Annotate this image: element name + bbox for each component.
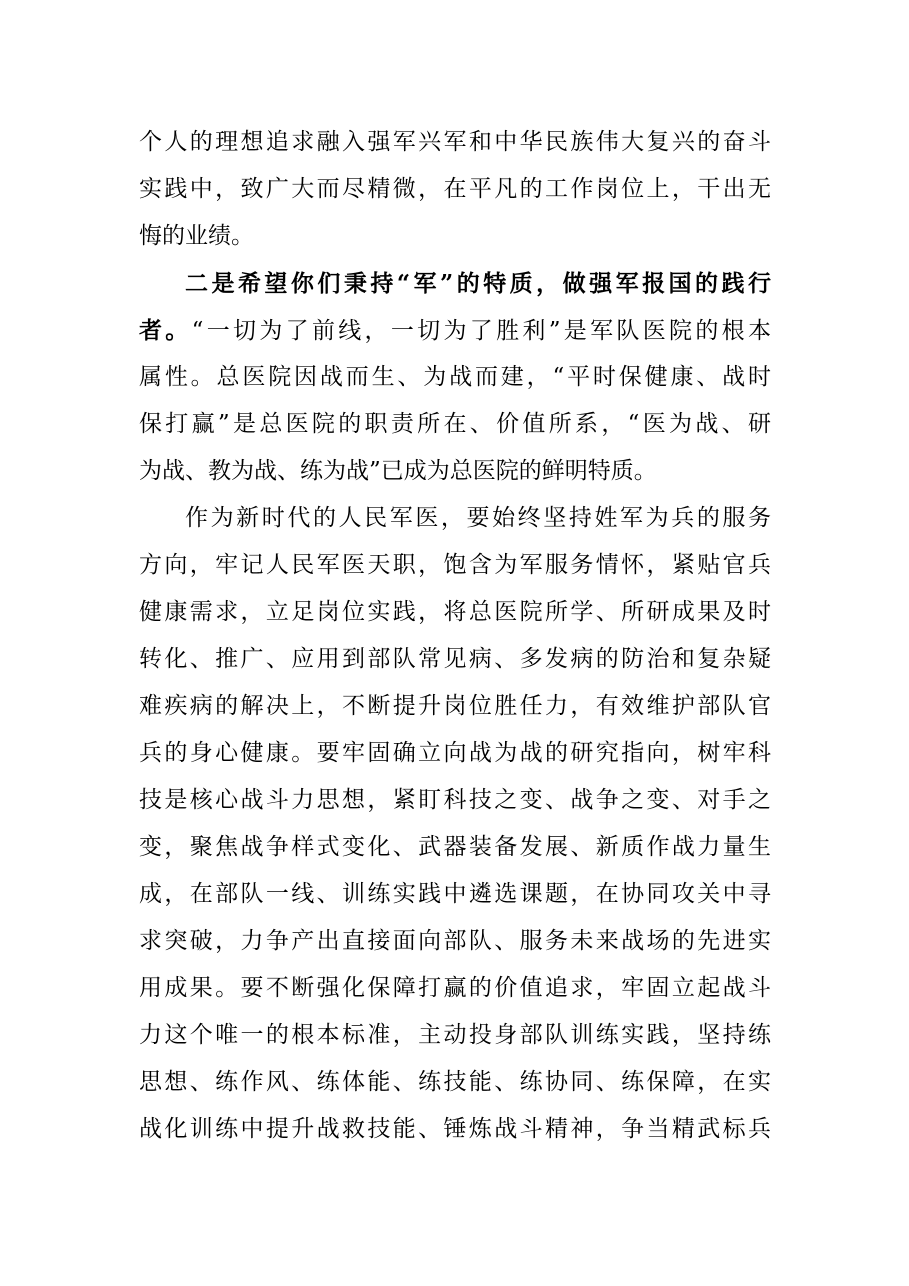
paragraph-3: [139, 495, 771, 1153]
text-line: 属性。总医院因战而生、为战而建，“平时保健康、战时: [139, 364, 771, 390]
text-line: 保打赢”是总医院的职责所在、价值所系，“医为战、研: [139, 411, 771, 437]
text-line: [139, 307, 771, 354]
text-line: 变，聚焦战争样式变化、武器装备发展、新质作战力量生: [139, 834, 771, 860]
text-line: 为战、教为战、练为战”已成为总医院的鲜明特质。: [139, 458, 657, 484]
text-line: 实践中，致广大而尽精微，在平凡的工作岗位上，干出无: [139, 176, 771, 202]
text-line: 战化训练中提升战救技能、锤炼战斗精神，争当精武标兵: [139, 1116, 771, 1142]
text-line: 兵的身心健康。要牢固确立向战为战的研究指向，树牢科: [139, 740, 771, 766]
paragraph-2: [139, 260, 771, 495]
text-line: 求突破，力争产出直接面向部队、服务未来战场的先进实: [139, 928, 771, 954]
heading-line-end: 者。: [139, 317, 192, 344]
body-text: [139, 119, 771, 1153]
text-line: 转化、推广、应用到部队常见病、多发病的防治和复杂疑: [139, 646, 771, 672]
text-line: 力这个唯一的根本标准，主动投身部队训练实践，坚持练: [139, 1022, 771, 1048]
text-line: 难疾病的解决上，不断提升岗位胜任力，有效维护部队官: [139, 693, 771, 719]
text-line: 方向，牢记人民军医天职，饱含为军服务情怀，紧贴官兵: [139, 552, 771, 578]
text-line: 作为新时代的人民军医，要始终坚持姓军为兵的服务: [185, 505, 771, 531]
text-line: 个人的理想追求融入强军兴军和中华民族伟大复兴的奋斗: [139, 129, 771, 155]
text-line: 健康需求，立足岗位实践，将总医院所学、所研成果及时: [139, 599, 771, 625]
text-line: 思想、练作风、练体能、练技能、练协同、练保障，在实: [139, 1069, 771, 1095]
text-line: 技是核心战斗力思想，紧盯科技之变、战争之变、对手之: [139, 787, 771, 813]
paragraph-1: [139, 119, 771, 260]
text-line: 成，在部队一线、训练实践中遴选课题，在协同攻关中寻: [139, 881, 771, 907]
heading-line: 二是希望你们秉持“军”的特质，做强军报国的践行: [185, 270, 771, 297]
text-line: 悔的业绩。: [139, 223, 254, 249]
text-line: 用成果。要不断强化保障打赢的价值追求，牢固立起战斗: [139, 975, 771, 1001]
text-line-rest: “一切为了前线，一切为了胜利”是军队医院的根本: [191, 318, 771, 344]
